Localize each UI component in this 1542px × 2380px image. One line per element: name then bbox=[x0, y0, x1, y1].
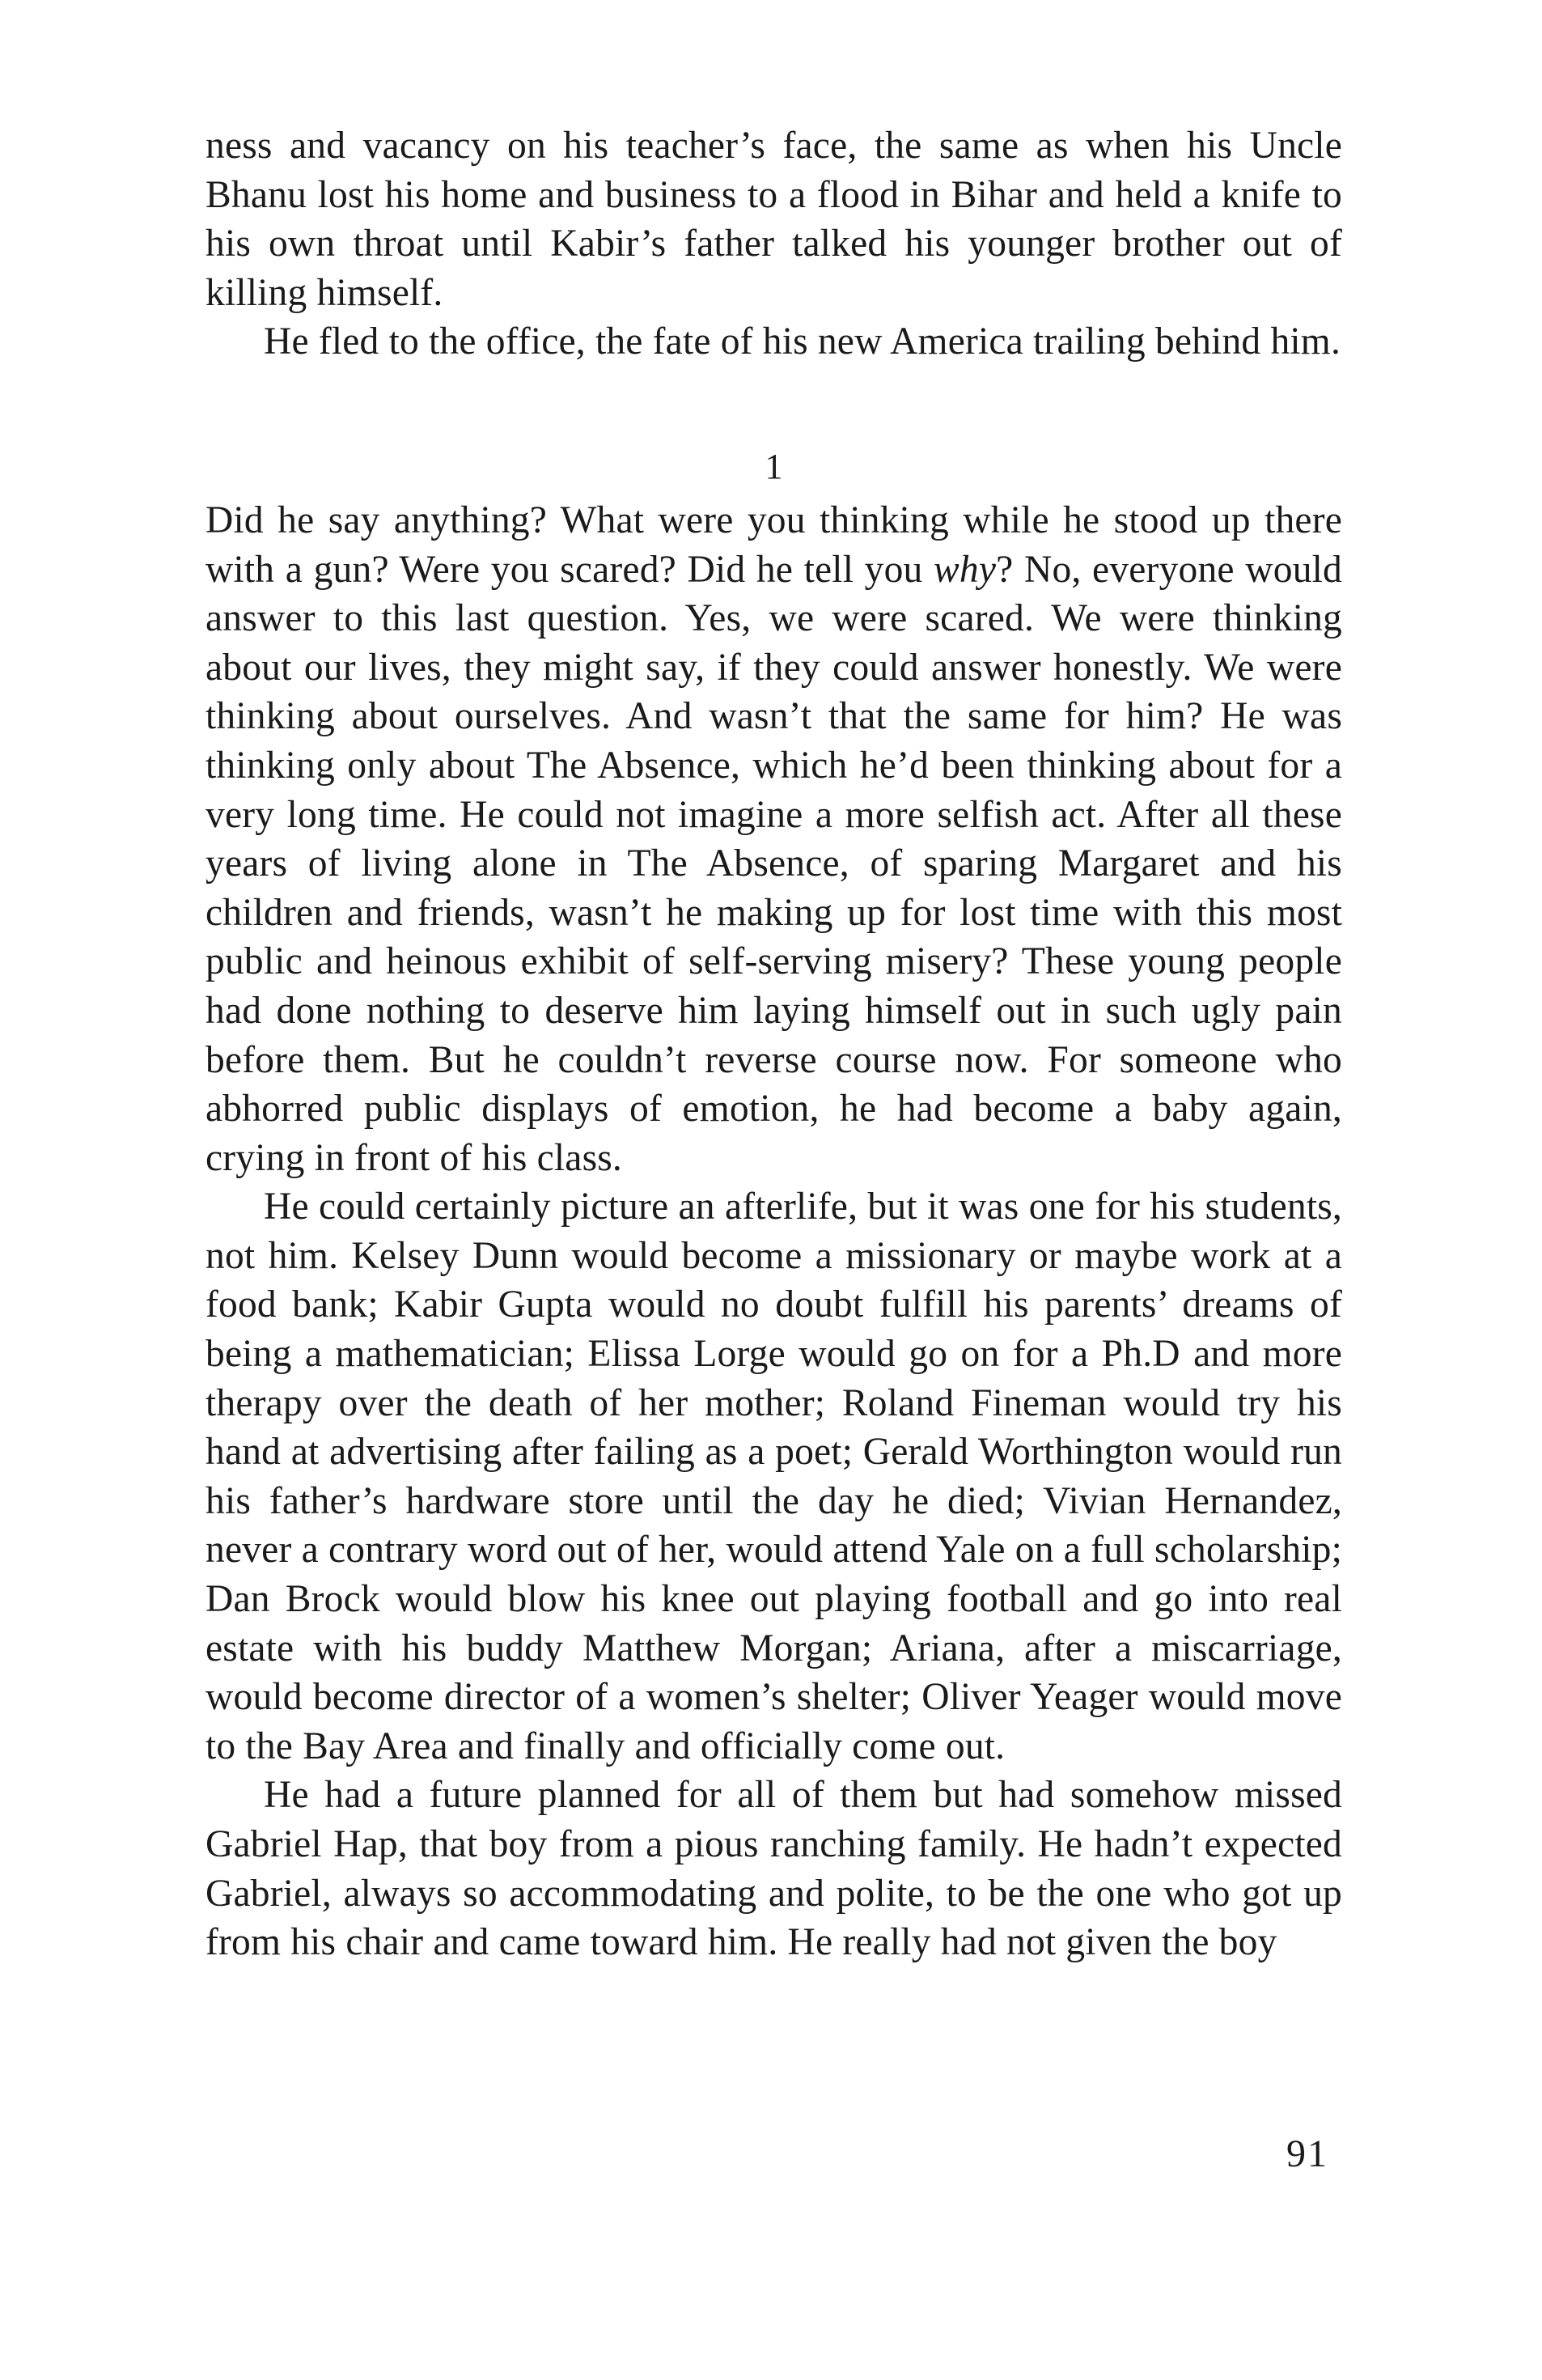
paragraph-text-part: Did he say anything? What were you thinking while he stood up there with a gun? Were you scared? Did he tell you bbox=[205, 498, 1342, 591]
paragraph-fled-office: He fled to the office, the fate of his new America trailing behind him. bbox=[264, 320, 1341, 363]
paragraph-text-part: ? No, everyone would answer to this last question. Yes, we were scared. We were thinking about our lives, they might say, if they could answer honestly. We were thinking about ourselves. And wasn’t that the same for him? He was thinking only about The Absence, which he’d been thinking about for a very long time. He could not imagine a more selfish act. After all these years of living alone in The Absence, of sparing Margaret and his children and friends, wasn’t he making up for lost time with this most public and heinous exhibit of self-serving misery? These young people had done nothing to deserve him laying himself out in such ugly pain before them. But he couldn’t reverse course now. For someone who abhorred public displays of emotion, he had become a baby again, crying in front of his class. bbox=[205, 548, 1342, 1179]
section-number: 1 bbox=[765, 446, 783, 486]
emphasized-word-why: why bbox=[934, 548, 997, 591]
book-page-text bbox=[205, 121, 1342, 1967]
paragraph-future-planned: He had a future planned for all of them but had somehow missed Gabriel Hap, that boy from a pious ranching family. He hadn’t expected Gabriel, always so accommodating and polite, to be the one who got up from his chair and came toward him. He really had not given the boy bbox=[205, 1774, 1342, 1964]
paragraph-continued: ness and vacancy on his teacher’s face, the same as when his Uncle Bhanu lost his home and business to a flood in Bihar and held a knife to his own throat until Kabir’s father talked his younger brother out of killing himself. bbox=[205, 125, 1342, 314]
paragraph-afterlife: He could certainly picture an afterlife, but it was one for his students, not him. Kelsey Dunn would become a missionary or maybe work at a food bank; Kabir Gupta would no doubt fulfill his parents’ dreams of being a mathematician; Elissa Lorge would go on for a Ph.D and more therapy over the death of her mother; Roland Fineman would try his hand at advertising after failing as a poet; Gerald Worthington would run his father’s hardware store until the day he died; Vivian Hernandez, never a contrary word out of her, would attend Yale on a full scholarship; Dan Brock would blow his knee out playing football and go into real estate with his buddy Matthew Morgan; Ariana, after a miscarriage, would become director of a women’s shelter; Oliver Yeager would move to the Bay Area and finally and officially come out. bbox=[205, 1186, 1342, 1767]
page-number: 91 bbox=[1286, 2132, 1328, 2175]
paragraph-did-he-say bbox=[205, 496, 1342, 1182]
